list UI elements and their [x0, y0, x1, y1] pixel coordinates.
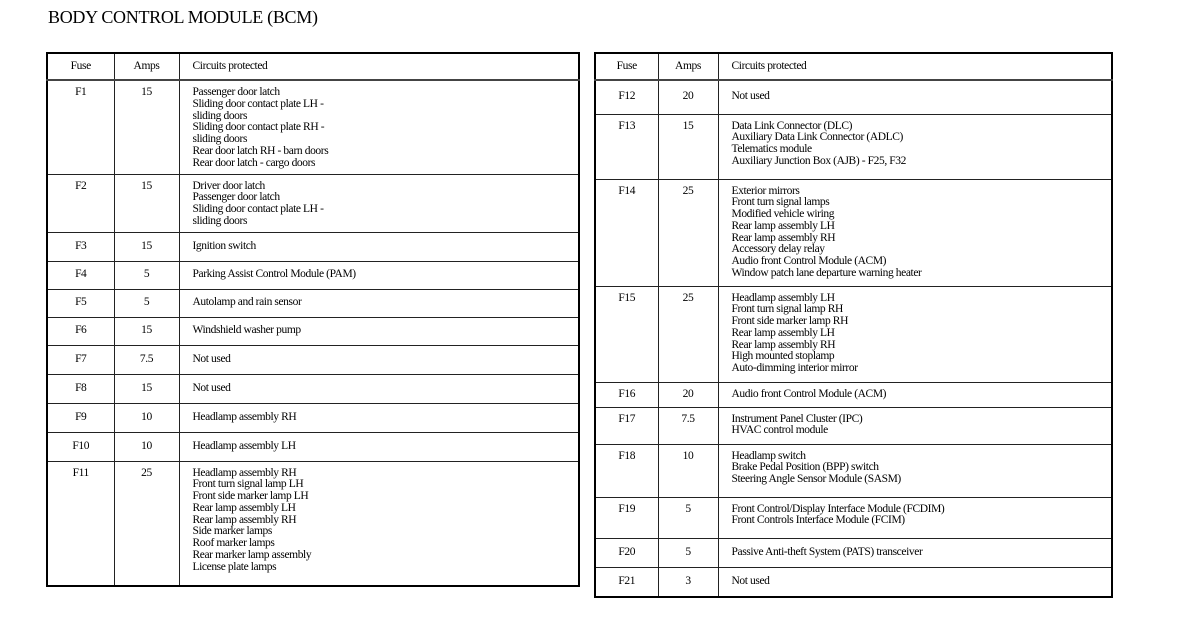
header-fuse: Fuse	[47, 53, 114, 80]
circuit-line: Audio front Control Module (ACM)	[731, 387, 887, 400]
circuit-line: Autolamp and rain sensor	[192, 296, 302, 309]
amps-cell: 10	[658, 444, 718, 497]
circuit-line: Modified vehicle wiring	[731, 208, 835, 221]
amps-cell: 15	[114, 80, 179, 174]
circuit-line: Front turn signal lamps	[731, 196, 830, 209]
table-row	[47, 317, 579, 345]
table-row	[595, 80, 1112, 114]
circuit-line: Auto-dimming interior mirror	[731, 362, 858, 375]
circuit-line: Passive Anti-theft System (PATS) transceiver	[731, 545, 923, 558]
table-row	[47, 345, 579, 374]
circuit-line: Rear lamp assembly LH	[731, 326, 835, 339]
circuit-line: Telematics module	[731, 143, 812, 156]
circuit-line: HVAC control module	[731, 424, 828, 437]
circuit-line: Passenger door latch	[192, 191, 280, 204]
table-header	[595, 53, 1112, 80]
circuit-line: Steering Angle Sensor Module (SASM)	[731, 473, 901, 486]
circuit-line: Brake Pedal Position (BPP) switch	[731, 461, 879, 474]
amps-cell: 20	[658, 382, 718, 407]
circuit-line: Sliding door contact plate LH -	[192, 203, 324, 216]
fuse-cell: F1	[47, 80, 114, 174]
circuit-line: Rear lamp assembly RH	[192, 513, 297, 526]
table-row	[595, 497, 1112, 538]
fuse-cell: F16	[595, 382, 658, 407]
circuit-line: sliding doors	[192, 214, 248, 227]
amps-cell: 25	[658, 286, 718, 382]
circuit-line: Roof marker lamps	[192, 537, 275, 550]
circuit-line: Ignition switch	[192, 239, 256, 252]
circuit-line: Sliding door contact plate RH -	[192, 121, 325, 134]
fuse-table-right	[594, 52, 1113, 598]
amps-cell: 5	[114, 289, 179, 317]
header-fuse: Fuse	[595, 53, 658, 80]
circuit-line: Not used	[192, 352, 231, 365]
fuse-cell: F19	[595, 497, 658, 538]
amps-cell: 5	[658, 538, 718, 567]
circuit-line: Front side marker lamp RH	[731, 315, 848, 328]
table-row	[47, 461, 579, 586]
amps-cell: 5	[114, 261, 179, 289]
circuit-line: Passenger door latch	[192, 86, 280, 98]
circuit-line: Rear lamp assembly LH	[731, 219, 835, 232]
header-amps: Amps	[658, 53, 718, 80]
table-row	[595, 286, 1112, 382]
circuits-cell	[179, 232, 579, 261]
fuse-cell: F18	[595, 444, 658, 497]
table-row	[595, 407, 1112, 444]
circuits-cell	[718, 80, 1112, 114]
circuits-cell	[179, 374, 579, 403]
fuse-cell: F17	[595, 407, 658, 444]
amps-cell: 15	[114, 232, 179, 261]
table-row	[47, 174, 579, 232]
fuse-cell: F3	[47, 232, 114, 261]
amps-cell: 20	[658, 80, 718, 114]
amps-cell: 25	[658, 179, 718, 286]
circuit-line: Rear lamp assembly RH	[731, 338, 836, 351]
amps-cell: 15	[658, 114, 718, 179]
fuse-cell: F15	[595, 286, 658, 382]
fuse-cell: F11	[47, 461, 114, 586]
circuits-cell	[718, 567, 1112, 597]
table-row	[595, 179, 1112, 286]
fuse-cell: F10	[47, 432, 114, 461]
fuse-cell: F9	[47, 403, 114, 432]
circuit-line: Sliding door contact plate LH -	[192, 97, 324, 110]
circuit-line: Front side marker lamp LH	[192, 490, 309, 503]
circuits-cell	[718, 497, 1112, 538]
circuit-line: Instrument Panel Cluster (IPC)	[731, 412, 863, 425]
circuits-cell	[179, 261, 579, 289]
fuse-cell: F14	[595, 179, 658, 286]
circuits-cell	[718, 407, 1112, 444]
circuit-line: Not used	[192, 381, 231, 394]
table-row	[47, 80, 579, 174]
amps-cell: 10	[114, 403, 179, 432]
amps-cell: 15	[114, 317, 179, 345]
circuit-line: Headlamp assembly LH	[731, 291, 835, 304]
circuit-line: Auxiliary Data Link Connector (ADLC)	[731, 131, 903, 144]
circuit-line: Front turn signal lamp LH	[192, 478, 304, 491]
circuits-cell	[179, 80, 579, 174]
circuit-line: Rear lamp assembly RH	[731, 231, 836, 244]
circuit-line: Parking Assist Control Module (PAM)	[192, 268, 356, 281]
circuits-cell	[718, 538, 1112, 567]
circuits-cell	[718, 382, 1112, 407]
header-circuits: Circuits protected	[179, 53, 579, 80]
circuit-line: Rear door latch RH - barn doors	[192, 144, 329, 157]
fuse-cell: F7	[47, 345, 114, 374]
table-row	[47, 374, 579, 403]
circuits-cell	[718, 286, 1112, 382]
amps-cell: 15	[114, 174, 179, 232]
table-row	[47, 432, 579, 461]
circuit-line: Auxiliary Junction Box (AJB) - F25, F32	[731, 154, 906, 167]
circuits-cell	[179, 174, 579, 232]
fuse-cell: F2	[47, 174, 114, 232]
circuit-line: Front Controls Interface Module (FCIM)	[731, 514, 905, 527]
circuit-line: Front turn signal lamp RH	[731, 303, 843, 316]
circuit-line: Rear marker lamp assembly	[192, 549, 312, 562]
table-row	[595, 538, 1112, 567]
table-header	[47, 53, 579, 80]
circuits-cell	[718, 114, 1112, 179]
table-row	[595, 567, 1112, 597]
table-row	[47, 232, 579, 261]
page-title: BODY CONTROL MODULE (BCM)	[48, 7, 318, 27]
circuit-line: Windshield washer pump	[192, 324, 301, 337]
circuit-line: Headlamp assembly RH	[192, 466, 297, 479]
table-row	[595, 114, 1112, 179]
circuit-line: Rear door latch - cargo doors	[192, 156, 316, 169]
header-circuits: Circuits protected	[718, 53, 1112, 80]
amps-cell: 7.5	[658, 407, 718, 444]
circuits-cell	[179, 403, 579, 432]
table-row	[595, 444, 1112, 497]
fuse-cell: F13	[595, 114, 658, 179]
circuit-line: Not used	[731, 90, 770, 103]
circuit-line: Rear lamp assembly LH	[192, 501, 296, 514]
circuit-line: sliding doors	[192, 109, 248, 122]
circuit-line: Side marker lamps	[192, 525, 272, 538]
amps-cell: 7.5	[114, 345, 179, 374]
circuits-cell	[179, 289, 579, 317]
amps-cell: 3	[658, 567, 718, 597]
table-row	[47, 403, 579, 432]
circuits-cell	[179, 345, 579, 374]
circuit-line: Headlamp switch	[731, 449, 806, 462]
amps-cell: 10	[114, 432, 179, 461]
circuit-line: Headlamp assembly LH	[192, 439, 296, 452]
header-amps: Amps	[114, 53, 179, 80]
table-row	[47, 261, 579, 289]
circuit-line: Accessory delay relay	[731, 243, 825, 256]
fuse-cell: F12	[595, 80, 658, 114]
fuse-table-left	[46, 52, 580, 587]
circuit-line: Exterior mirrors	[731, 184, 800, 197]
amps-cell: 15	[114, 374, 179, 403]
circuit-line: Driver door latch	[192, 179, 265, 192]
circuits-cell	[179, 317, 579, 345]
circuits-cell	[718, 179, 1112, 286]
table-row	[595, 382, 1112, 407]
circuit-line: License plate lamps	[192, 560, 277, 573]
fuse-cell: F5	[47, 289, 114, 317]
fuse-cell: F6	[47, 317, 114, 345]
amps-cell: 25	[114, 461, 179, 586]
circuit-line: Headlamp assembly RH	[192, 410, 297, 423]
circuits-cell	[718, 444, 1112, 497]
circuit-line: Front Control/Display Interface Module (FCDIM)	[731, 502, 945, 515]
fuse-cell: F21	[595, 567, 658, 597]
fuse-cell: F20	[595, 538, 658, 567]
circuit-line: Data Link Connector (DLC)	[731, 119, 853, 132]
circuit-line: Audio front Control Module (ACM)	[731, 255, 887, 268]
fuse-cell: F4	[47, 261, 114, 289]
fuse-cell: F8	[47, 374, 114, 403]
circuits-cell	[179, 461, 579, 586]
circuit-line: sliding doors	[192, 133, 248, 146]
amps-cell: 5	[658, 497, 718, 538]
circuits-cell	[179, 432, 579, 461]
circuit-line: Window patch lane departure warning heater	[731, 267, 922, 280]
circuit-line: Not used	[731, 574, 770, 587]
circuit-line: High mounted stoplamp	[731, 350, 835, 363]
table-row	[47, 289, 579, 317]
